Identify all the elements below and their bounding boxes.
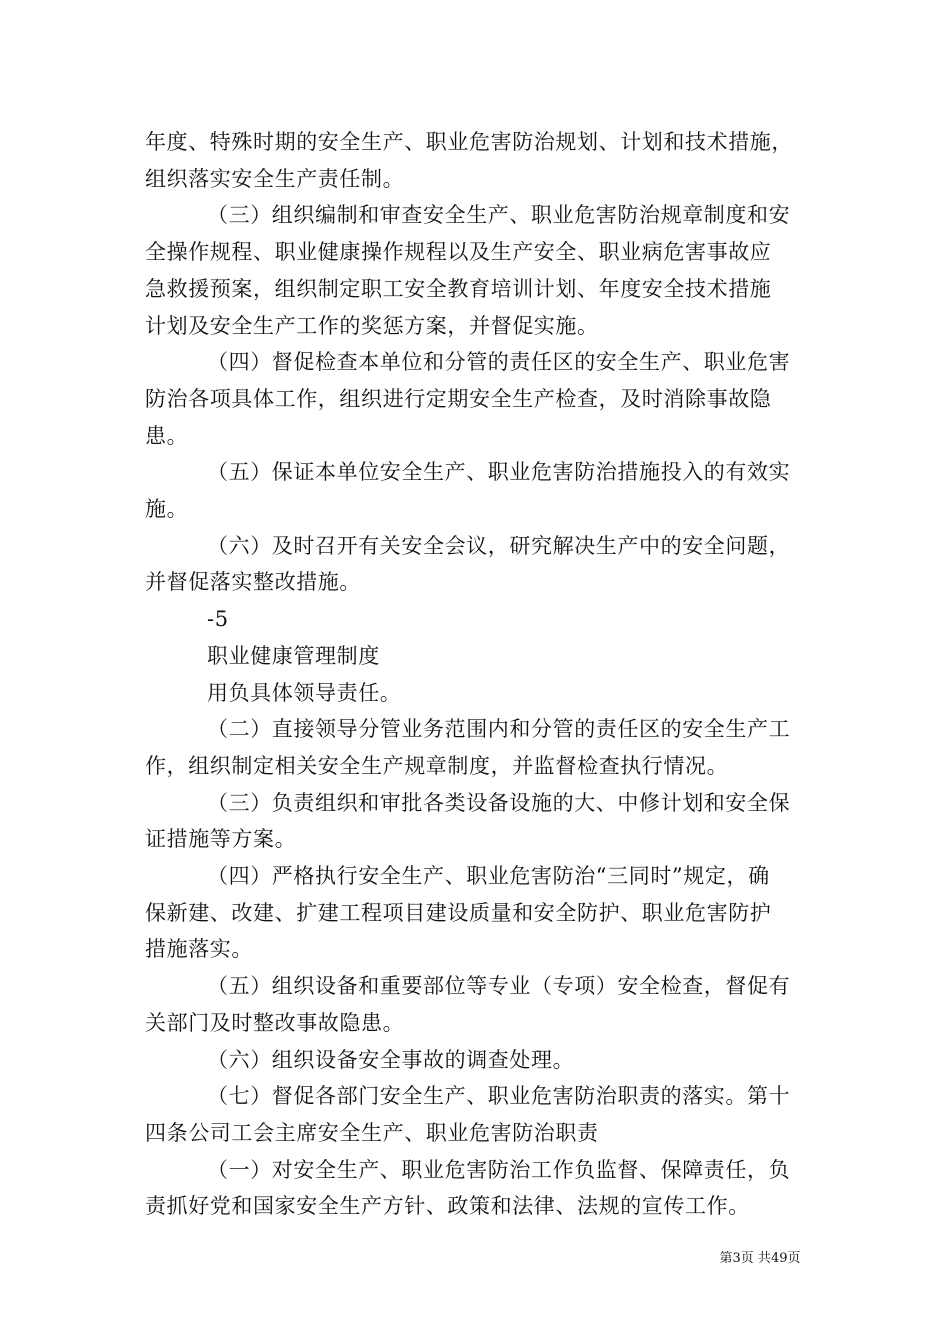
text-line: （六）组织设备安全事故的调查处理。 bbox=[207, 1047, 575, 1072]
text-line: 并督促落实整改措施。 bbox=[145, 570, 361, 595]
footer-middle: 页 共 bbox=[740, 1251, 771, 1266]
text-line: 措施落实。 bbox=[145, 937, 253, 962]
text-line: （五）组织设备和重要部位等专业（专项）安全检查，督促有 bbox=[207, 974, 791, 999]
text-line: （一）对安全生产、职业危害防治工作负监督、保障责任，负 bbox=[207, 1157, 791, 1182]
text-line: （三）组织编制和审查安全生产、职业危害防治规章制度和安 bbox=[207, 203, 791, 228]
text-line: （三）负责组织和审批各类设备设施的大、中修计划和安全保 bbox=[207, 790, 791, 815]
text-line: 用负具体领导责任。 bbox=[207, 680, 402, 705]
text-line: 责抓好党和国家安全生产方针、政策和法律、法规的宣传工作。 bbox=[145, 1194, 750, 1219]
page-footer bbox=[0, 1247, 950, 1266]
text-line: 年度、特殊时期的安全生产、职业危害防治规划、计划和技术措施， bbox=[145, 130, 793, 154]
text-line: 施。 bbox=[145, 497, 189, 522]
text-line: （四）严格执行安全生产、职业危害防治“三同时”规定，确 bbox=[207, 864, 770, 889]
footer-suffix: 页 bbox=[787, 1251, 801, 1266]
document-body bbox=[145, 124, 807, 1225]
text-line: 组织落实安全生产责任制。 bbox=[145, 166, 405, 191]
text-line: 四条公司工会主席安全生产、职业危害防治职责 bbox=[145, 1120, 599, 1145]
footer-prefix: 第 bbox=[719, 1251, 733, 1266]
text-line: -5 bbox=[207, 607, 229, 632]
footer-total-pages: 49 bbox=[770, 1251, 788, 1266]
text-line: 患。 bbox=[145, 423, 189, 448]
text-line: 计划及安全生产工作的奖惩方案，并督促实施。 bbox=[145, 313, 599, 338]
text-line: （七）督促各部门安全生产、职业危害防治职责的落实。第十 bbox=[207, 1084, 791, 1109]
text-line: 关部门及时整改事故隐患。 bbox=[145, 1010, 405, 1035]
text-line: 证措施等方案。 bbox=[145, 827, 297, 852]
text-line: 急救援预案，组织制定职工安全教育培训计划、年度安全技术措施 bbox=[145, 276, 772, 301]
text-line: （五）保证本单位安全生产、职业危害防治措施投入的有效实 bbox=[207, 460, 791, 485]
text-line: （六）及时召开有关安全会议，研究解决生产中的安全问题， bbox=[207, 533, 791, 558]
text-line: 全操作规程、职业健康操作规程以及生产安全、职业病危害事故应 bbox=[145, 240, 772, 265]
text-line: （二）直接领导分管业务范围内和分管的责任区的安全生产工 bbox=[207, 717, 791, 742]
footer-current-page: 3 bbox=[732, 1251, 741, 1266]
text-line: 保新建、改建、扩建工程项目建设质量和安全防护、职业危害防护 bbox=[145, 900, 772, 925]
text-line: 职业健康管理制度 bbox=[207, 643, 380, 668]
text-line: （四）督促检查本单位和分管的责任区的安全生产、职业危害 bbox=[207, 350, 791, 375]
text-line: 防治各项具体工作，组织进行定期安全生产检查，及时消除事故隐 bbox=[145, 386, 772, 411]
text-line: 作，组织制定相关安全生产规章制度，并监督检查执行情况。 bbox=[145, 753, 729, 778]
